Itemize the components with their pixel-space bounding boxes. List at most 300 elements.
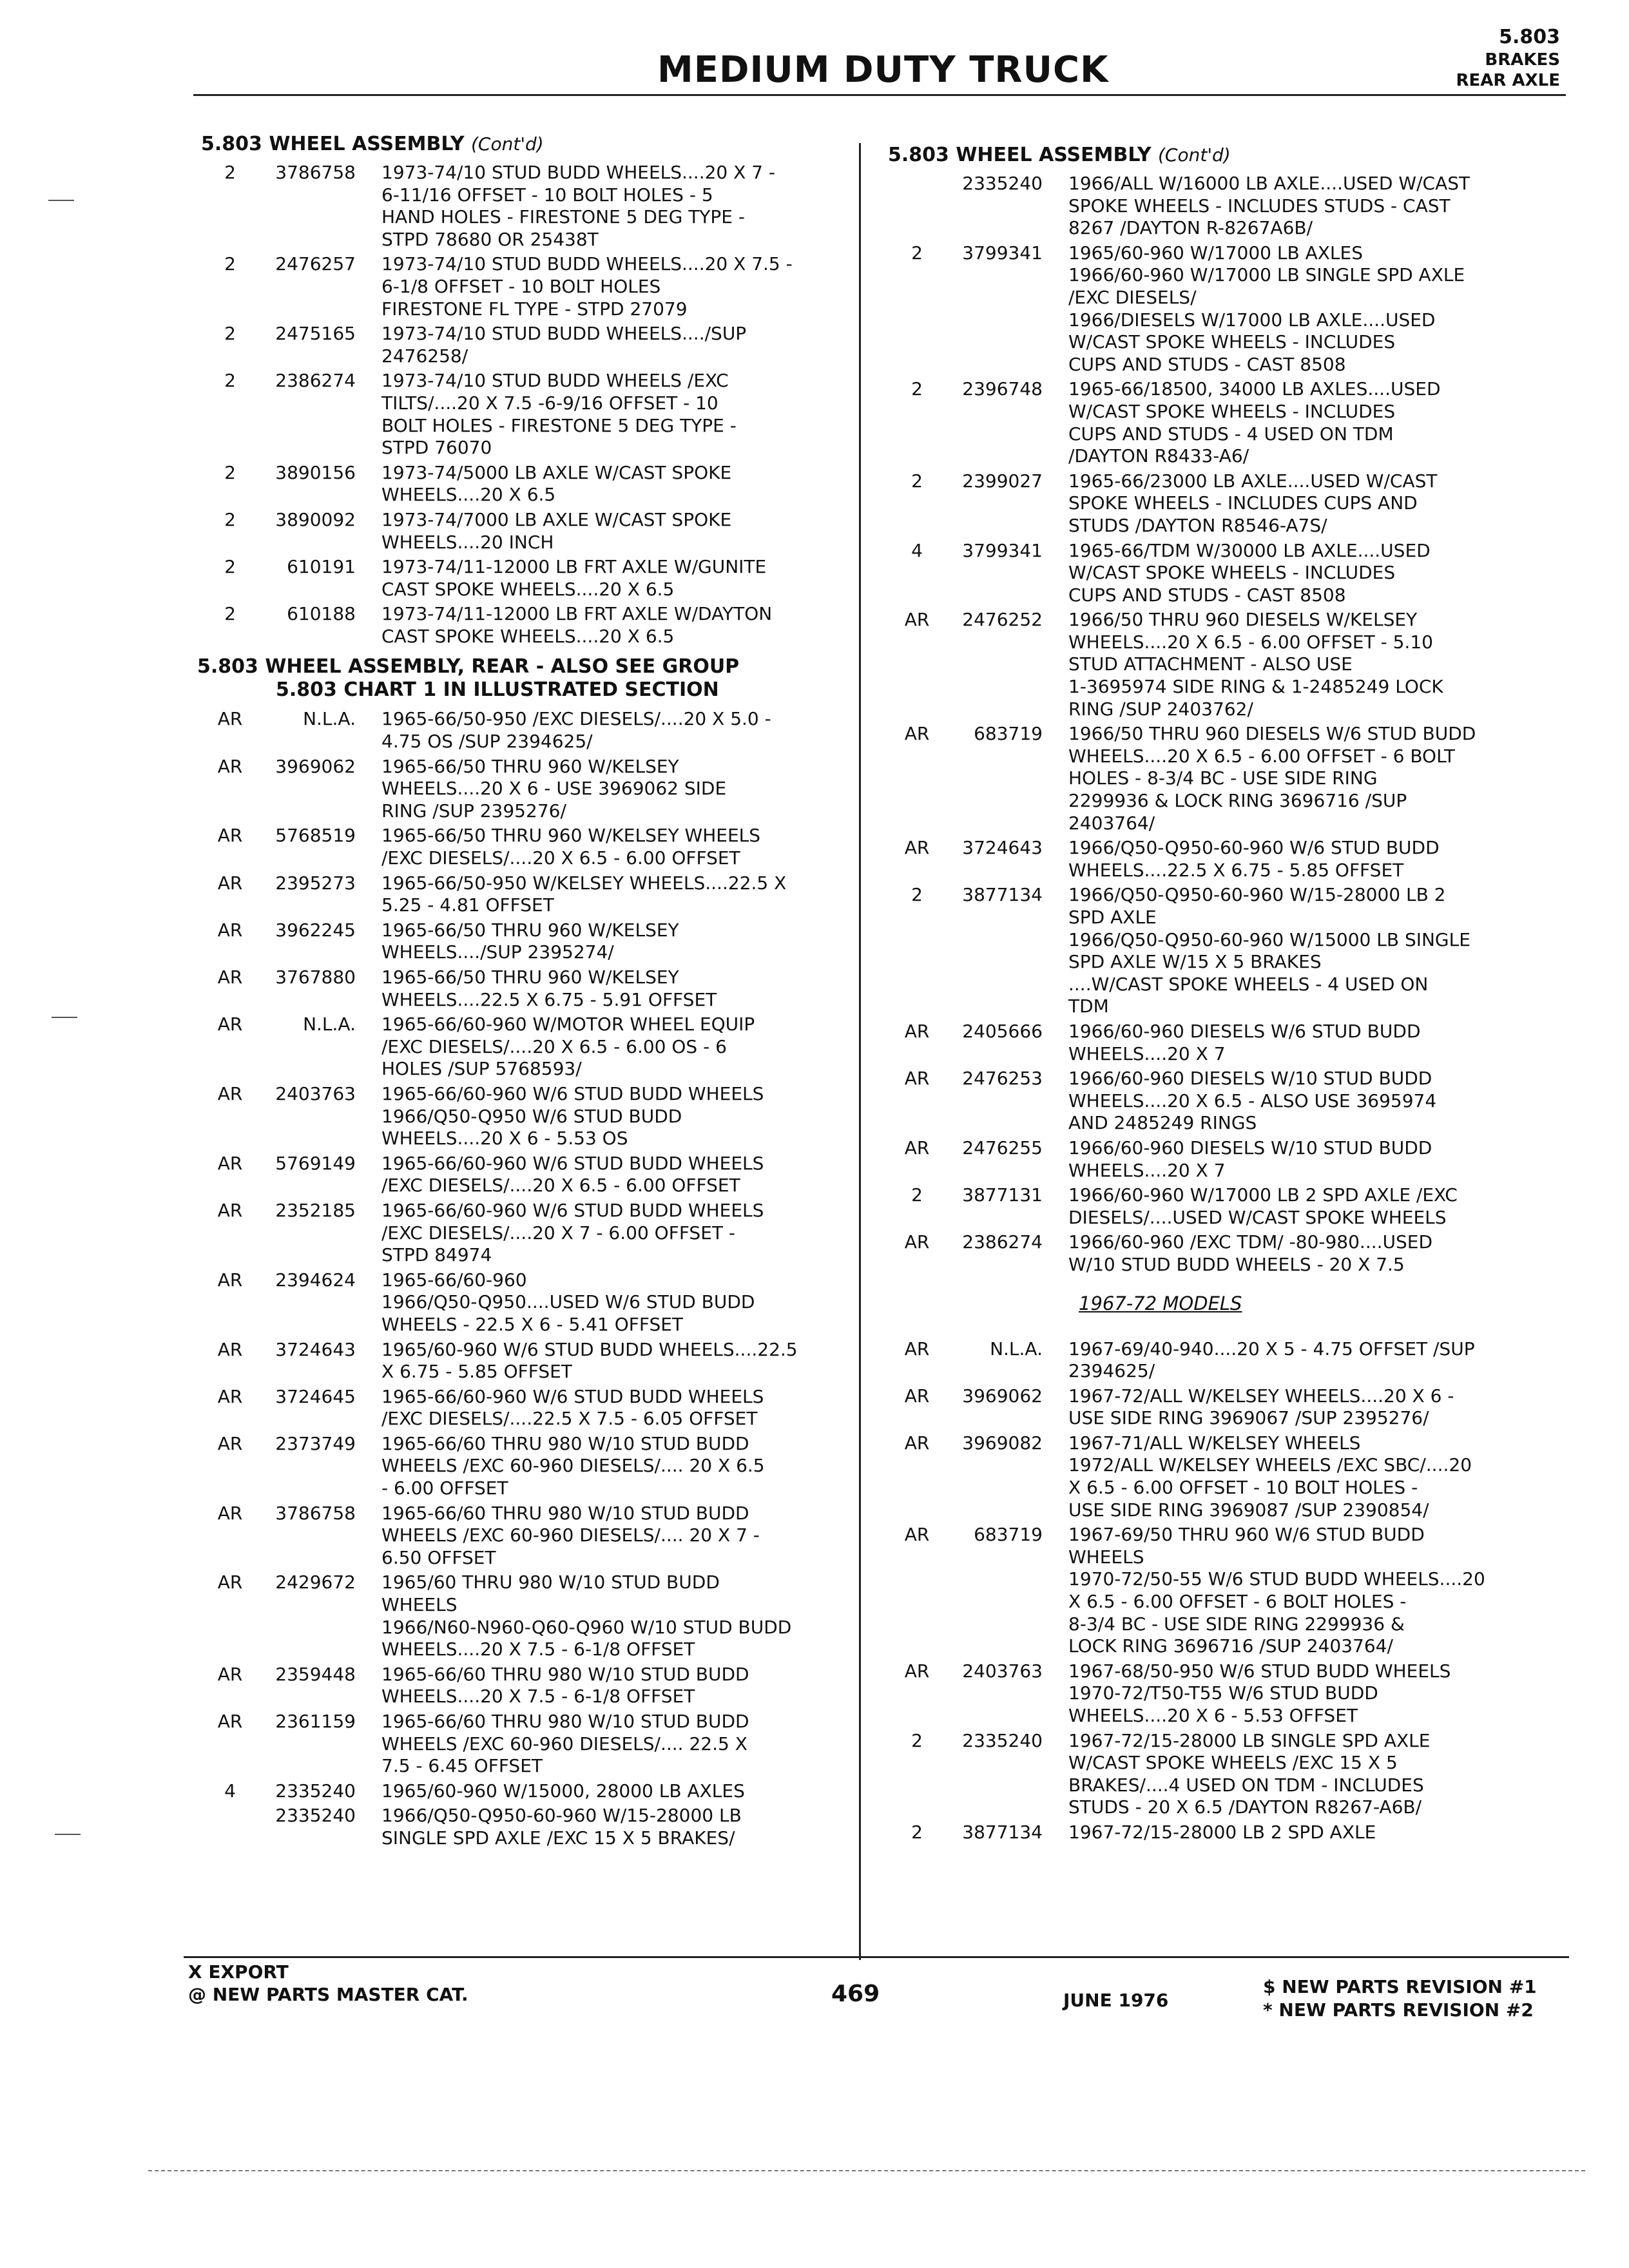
part-entry bbox=[201, 1433, 858, 1500]
part-description bbox=[1068, 173, 1519, 240]
quantity: 2 bbox=[224, 323, 236, 345]
part-number: 3890092 bbox=[275, 508, 356, 530]
description-line: WHEELS....20 X 6 - 5.53 OS bbox=[381, 1128, 628, 1149]
part-description bbox=[381, 1805, 833, 1849]
part-entry bbox=[201, 556, 858, 601]
quantity: 2 bbox=[911, 378, 923, 400]
parts-list bbox=[201, 708, 858, 1849]
part-number: N.L.A. bbox=[303, 1014, 356, 1035]
part-entry bbox=[888, 540, 1545, 607]
part-entry bbox=[201, 756, 858, 823]
description-line: 1966/50 THRU 960 DIESELS W/KELSEY bbox=[1068, 609, 1418, 631]
catalog-title: MEDIUM DUTY TRUCK bbox=[657, 49, 1109, 91]
description-line: SPD AXLE bbox=[1068, 907, 1157, 928]
description-line: W/CAST SPOKE WHEELS - INCLUDES bbox=[1068, 331, 1396, 353]
description-line: WHEELS bbox=[381, 1594, 458, 1616]
left-column-heading bbox=[201, 132, 858, 157]
description-line: WHEELS..../SUP 2395274/ bbox=[381, 941, 614, 963]
part-description bbox=[381, 370, 833, 459]
description-line: 7.5 - 6.45 OFFSET bbox=[381, 1755, 543, 1777]
description-line: /EXC DIESELS/....20 X 6.5 - 6.00 OFFSET bbox=[381, 847, 740, 869]
part-description bbox=[381, 603, 833, 648]
description-line: X 6.5 - 6.00 OFFSET - 6 BOLT HOLES - bbox=[1068, 1591, 1407, 1613]
description-line: WHEELS....20 X 6 - 5.53 OFFSET bbox=[1068, 1705, 1358, 1726]
part-entry bbox=[888, 1432, 1545, 1521]
part-description bbox=[381, 1386, 833, 1430]
description-line: 1965-66/50 THRU 960 W/KELSEY bbox=[381, 755, 679, 777]
quantity: 2 bbox=[224, 461, 236, 483]
parts-list bbox=[888, 1338, 1545, 1844]
quantity: AR bbox=[904, 723, 930, 745]
description-line: LOCK RING 3696716 /SUP 2403764/ bbox=[1068, 1635, 1393, 1657]
part-description bbox=[381, 708, 833, 753]
export-note: X EXPORT bbox=[188, 1961, 289, 1983]
part-entry bbox=[201, 1711, 858, 1778]
part-entry bbox=[888, 884, 1545, 1018]
part-entry bbox=[201, 825, 858, 869]
description-line: 1965-66/50-950 /EXC DIESELS/....20 X 5.0 - bbox=[381, 708, 771, 730]
description-line: 1967-72/15-28000 LB 2 SPD AXLE bbox=[1068, 1821, 1376, 1843]
part-description bbox=[1068, 723, 1519, 834]
quantity: AR bbox=[217, 1152, 243, 1174]
part-entry bbox=[201, 509, 858, 553]
part-entry bbox=[201, 253, 858, 320]
part-number: 3969062 bbox=[962, 1385, 1043, 1407]
quantity: AR bbox=[904, 1385, 930, 1407]
part-entry bbox=[201, 919, 858, 964]
description-line: WHEELS....20 INCH bbox=[381, 531, 554, 553]
part-description bbox=[381, 1269, 833, 1336]
part-entry bbox=[888, 609, 1545, 720]
part-description bbox=[381, 872, 833, 917]
part-description bbox=[381, 1083, 833, 1150]
description-line: 2476258/ bbox=[381, 345, 468, 367]
description-line: 1967-72/ALL W/KELSEY WHEELS....20 X 6 - bbox=[1068, 1385, 1454, 1407]
description-line: WHEELS....22.5 X 6.75 - 5.85 OFFSET bbox=[1068, 859, 1404, 881]
description-line: 1970-72/T50-T55 W/6 STUD BUDD bbox=[1068, 1682, 1378, 1704]
description-line: 1967-69/40-940....20 X 5 - 4.75 OFFSET /SUP bbox=[1068, 1338, 1475, 1360]
part-description bbox=[1068, 609, 1519, 720]
part-number: 3877134 bbox=[962, 884, 1043, 906]
description-line: 1966/Q50-Q950....USED W/6 STUD BUDD bbox=[381, 1291, 755, 1313]
description-line: AND 2485249 RINGS bbox=[1068, 1112, 1257, 1134]
description-line: 1965-66/23000 LB AXLE....USED W/CAST bbox=[1068, 470, 1438, 492]
part-description bbox=[381, 919, 833, 964]
description-line: 1965-66/60 THRU 980 W/10 STUD BUDD bbox=[381, 1432, 749, 1454]
part-description bbox=[381, 1339, 833, 1383]
description-line: USE SIDE RING 3969087 /SUP 2390854/ bbox=[1068, 1499, 1429, 1521]
part-number: 2396748 bbox=[962, 378, 1043, 400]
description-line: CUPS AND STUDS - 4 USED ON TDM bbox=[1068, 423, 1394, 445]
part-description bbox=[381, 462, 833, 506]
description-line: 1965-66/60 THRU 980 W/10 STUD BUDD bbox=[381, 1711, 749, 1732]
description-line: 1967-71/ALL W/KELSEY WHEELS bbox=[1068, 1432, 1361, 1454]
part-description bbox=[1068, 1821, 1519, 1844]
part-description bbox=[1068, 837, 1519, 881]
part-entry bbox=[201, 708, 858, 753]
description-line: 1973-74/11-12000 LB FRT AXLE W/DAYTON bbox=[381, 603, 773, 625]
description-line: 1966/Q50-Q950-60-960 W/15-28000 LB bbox=[381, 1805, 742, 1827]
heading-text: 5.803 WHEEL ASSEMBLY bbox=[888, 144, 1152, 166]
description-line: 2299936 & LOCK RING 3696716 /SUP bbox=[1068, 790, 1407, 812]
description-line: 1965-66/60-960 W/6 STUD BUDD WHEELS bbox=[381, 1385, 764, 1407]
description-line: TDM bbox=[1068, 995, 1109, 1017]
description-line: 1965-66/50 THRU 960 W/KELSEY WHEELS bbox=[381, 825, 761, 847]
part-number: 3890156 bbox=[275, 461, 356, 483]
part-number: 2359448 bbox=[275, 1663, 356, 1685]
quantity: AR bbox=[217, 708, 243, 730]
part-number: 2335240 bbox=[275, 1780, 356, 1802]
quantity: AR bbox=[217, 1199, 243, 1221]
part-description bbox=[381, 1014, 833, 1081]
description-line: 1966/Q50-Q950-60-960 W/6 STUD BUDD bbox=[1068, 837, 1440, 859]
revision-note-1: $ NEW PARTS REVISION #1 bbox=[1263, 1976, 1537, 1997]
description-line: 1965-66/TDM W/30000 LB AXLE....USED bbox=[1068, 539, 1431, 561]
quantity: AR bbox=[904, 1137, 930, 1158]
description-line: 1966/60-960 DIESELS W/10 STUD BUDD bbox=[1068, 1068, 1432, 1090]
models-subheading: 1967-72 MODELS bbox=[1079, 1292, 1242, 1314]
description-line: X 6.5 - 6.00 OFFSET - 10 BOLT HOLES - bbox=[1068, 1477, 1418, 1499]
part-description bbox=[381, 825, 833, 869]
part-description bbox=[1068, 378, 1519, 467]
quantity: AR bbox=[904, 1020, 930, 1042]
part-description bbox=[381, 756, 833, 823]
description-line: - 6.00 OFFSET bbox=[381, 1477, 508, 1499]
part-number: 2405666 bbox=[962, 1020, 1043, 1042]
part-number: 3786758 bbox=[275, 162, 356, 183]
part-entry bbox=[201, 1386, 858, 1430]
description-line: WHEELS /EXC 60-960 DIESELS/.... 20 X 6.5 bbox=[381, 1455, 765, 1477]
description-line: WHEELS....20 X 7 bbox=[1068, 1043, 1226, 1064]
quantity: 4 bbox=[911, 539, 923, 561]
description-line: 1967-72/15-28000 LB SINGLE SPD AXLE bbox=[1068, 1729, 1431, 1751]
header-rule bbox=[193, 94, 1566, 96]
description-line: SPOKE WHEELS - INCLUDES CUPS AND bbox=[1068, 492, 1418, 514]
description-line: 1973-74/10 STUD BUDD WHEELS....20 X 7.5 - bbox=[381, 253, 793, 275]
part-number: 2399027 bbox=[962, 470, 1043, 492]
column-divider bbox=[859, 143, 861, 1960]
quantity: AR bbox=[217, 1082, 243, 1104]
part-entry bbox=[888, 1821, 1545, 1844]
part-description bbox=[381, 1571, 833, 1660]
right-column bbox=[888, 143, 1545, 1847]
margin-tick bbox=[48, 200, 74, 201]
description-line: /EXC DIESELS/....20 X 6.5 - 6.00 OFFSET bbox=[381, 1175, 740, 1196]
quantity: AR bbox=[217, 1502, 243, 1524]
part-entry bbox=[201, 603, 858, 648]
part-entry bbox=[201, 162, 858, 251]
footer-rule bbox=[184, 1956, 1569, 1958]
part-number: 3724643 bbox=[275, 1338, 356, 1360]
description-line: STPD 78680 OR 25438T bbox=[381, 228, 599, 250]
quantity: 2 bbox=[224, 162, 236, 183]
description-line: CAST SPOKE WHEELS....20 X 6.5 bbox=[381, 578, 675, 600]
part-entry bbox=[201, 1269, 858, 1336]
description-line: 1966/ALL W/16000 LB AXLE....USED W/CAST bbox=[1068, 173, 1470, 194]
quantity: AR bbox=[217, 919, 243, 941]
part-number: 5768519 bbox=[275, 825, 356, 847]
quantity: 2 bbox=[911, 1729, 923, 1751]
quantity: AR bbox=[217, 966, 243, 988]
description-line: 1973-74/10 STUD BUDD WHEELS....20 X 7 - bbox=[381, 162, 776, 183]
quantity: AR bbox=[904, 1338, 930, 1360]
part-description bbox=[381, 162, 833, 251]
description-line: STPD 84974 bbox=[381, 1244, 492, 1266]
page-code: 5.803 bbox=[1499, 26, 1560, 48]
part-description bbox=[381, 1503, 833, 1570]
part-description bbox=[1068, 1338, 1519, 1383]
scan-edge-line bbox=[148, 2170, 1585, 2171]
part-description bbox=[1068, 1660, 1519, 1727]
description-line: 1966/Q50-Q950-60-960 W/15000 LB SINGLE bbox=[1068, 928, 1470, 950]
part-entry bbox=[201, 966, 858, 1011]
part-number: 610188 bbox=[287, 603, 356, 625]
description-line: WHEELS - 22.5 X 6 - 5.41 OFFSET bbox=[381, 1313, 684, 1335]
part-number: 3724645 bbox=[275, 1385, 356, 1407]
quantity: 2 bbox=[911, 470, 923, 492]
description-line: WHEELS /EXC 60-960 DIESELS/.... 22.5 X bbox=[381, 1733, 747, 1754]
part-number: 2476253 bbox=[962, 1068, 1043, 1090]
description-line: 1973-74/7000 LB AXLE W/CAST SPOKE bbox=[381, 508, 732, 530]
part-number: 3799341 bbox=[962, 242, 1043, 264]
quantity: 2 bbox=[224, 603, 236, 625]
part-entry bbox=[888, 470, 1545, 537]
part-entry bbox=[201, 1200, 858, 1267]
quantity: 2 bbox=[224, 370, 236, 392]
quantity: 2 bbox=[911, 1184, 923, 1206]
part-number: 610191 bbox=[287, 556, 356, 578]
quantity: AR bbox=[904, 1660, 930, 1682]
description-line: STUDS /DAYTON R8546-A7S/ bbox=[1068, 514, 1327, 536]
description-line: STPD 76070 bbox=[381, 437, 492, 459]
description-line: WHEELS....20 X 6.5 - 6.00 OFFSET - 6 BOLT bbox=[1068, 745, 1455, 767]
description-line: WHEELS....20 X 6.5 - 6.00 OFFSET - 5.10 bbox=[1068, 631, 1433, 653]
part-entry bbox=[888, 1660, 1545, 1727]
part-entry bbox=[201, 872, 858, 917]
description-line: STUD ATTACHMENT - ALSO USE bbox=[1068, 653, 1353, 675]
part-description bbox=[381, 253, 833, 320]
section-title: BRAKES bbox=[1485, 50, 1560, 70]
quantity: AR bbox=[217, 1571, 243, 1593]
part-description bbox=[381, 1664, 833, 1708]
description-line: 1970-72/50-55 W/6 STUD BUDD WHEELS....20 bbox=[1068, 1568, 1485, 1590]
part-number: 2386274 bbox=[275, 370, 356, 392]
description-line: SPD AXLE W/15 X 5 BRAKES bbox=[1068, 951, 1322, 973]
part-entry bbox=[888, 242, 1545, 376]
quantity: AR bbox=[904, 1231, 930, 1253]
description-line: 1973-74/5000 LB AXLE W/CAST SPOKE bbox=[381, 461, 732, 483]
part-number: 2395273 bbox=[275, 872, 356, 894]
description-line: 1966/DIESELS W/17000 LB AXLE....USED bbox=[1068, 309, 1436, 331]
description-line: 1965-66/60 THRU 980 W/10 STUD BUDD bbox=[381, 1663, 749, 1685]
description-line: W/10 STUD BUDD WHEELS - 20 X 7.5 bbox=[1068, 1253, 1405, 1275]
description-line: W/CAST SPOKE WHEELS - INCLUDES bbox=[1068, 400, 1396, 422]
quantity: AR bbox=[217, 1663, 243, 1685]
description-line: WHEELS....20 X 7.5 - 6-1/8 OFFSET bbox=[381, 1639, 695, 1660]
parts-list bbox=[201, 162, 858, 648]
part-number: 2476252 bbox=[962, 609, 1043, 631]
margin-tick bbox=[55, 1834, 81, 1835]
description-line: HOLES /SUP 5768593/ bbox=[381, 1058, 582, 1080]
part-number: 5769149 bbox=[275, 1152, 356, 1174]
description-line: HOLES - 8-3/4 BC - USE SIDE RING bbox=[1068, 767, 1378, 789]
revision-note-2: * NEW PARTS REVISION #2 bbox=[1263, 1999, 1534, 2021]
description-line: /EXC DIESELS/ bbox=[1068, 286, 1197, 308]
part-entry bbox=[201, 462, 858, 506]
part-entry bbox=[201, 1805, 858, 1849]
part-number: 3786758 bbox=[275, 1502, 356, 1524]
description-line: 1965/60-960 W/6 STUD BUDD WHEELS....22.5 bbox=[381, 1338, 798, 1360]
part-description bbox=[1068, 1730, 1519, 1819]
quantity: AR bbox=[217, 755, 243, 777]
master-catalog-note: @ NEW PARTS MASTER CAT. bbox=[188, 1984, 468, 2005]
description-line: W/CAST SPOKE WHEELS - INCLUDES bbox=[1068, 562, 1396, 584]
part-description bbox=[1068, 540, 1519, 607]
description-line: 1966/Q50-Q950 W/6 STUD BUDD bbox=[381, 1105, 682, 1127]
description-line: WHEELS....20 X 7 bbox=[1068, 1159, 1226, 1181]
part-entry bbox=[888, 378, 1545, 467]
group-heading-line1: 5.803 WHEEL ASSEMBLY, REAR - ALSO SEE GROUP bbox=[197, 655, 740, 678]
part-entry bbox=[888, 1385, 1545, 1430]
description-line: CUPS AND STUDS - CAST 8508 bbox=[1068, 353, 1346, 375]
part-entry bbox=[888, 1231, 1545, 1276]
description-line: 8-3/4 BC - USE SIDE RING 2299936 & bbox=[1068, 1613, 1405, 1635]
description-line: STUDS - 20 X 6.5 /DAYTON R8267-A6B/ bbox=[1068, 1796, 1422, 1818]
description-line: WHEELS /EXC 60-960 DIESELS/.... 20 X 7 - bbox=[381, 1524, 760, 1546]
part-number: 2386274 bbox=[962, 1231, 1043, 1253]
part-number: 2403763 bbox=[962, 1660, 1043, 1682]
part-description bbox=[1068, 1184, 1519, 1229]
description-line: 1966/60-960 DIESELS W/6 STUD BUDD bbox=[1068, 1020, 1421, 1042]
part-entry bbox=[201, 323, 858, 367]
quantity: 2 bbox=[224, 556, 236, 578]
description-line: 1966/50 THRU 960 DIESELS W/6 STUD BUDD bbox=[1068, 723, 1476, 745]
left-column bbox=[197, 132, 858, 1852]
description-line: WHEELS....20 X 7.5 - 6-1/8 OFFSET bbox=[381, 1686, 695, 1707]
description-line: 1967-68/50-950 W/6 STUD BUDD WHEELS bbox=[1068, 1660, 1451, 1682]
quantity bbox=[888, 173, 946, 240]
description-line: W/CAST SPOKE WHEELS /EXC 15 X 5 bbox=[1068, 1752, 1398, 1774]
description-line: 1973-74/10 STUD BUDD WHEELS..../SUP bbox=[381, 323, 747, 345]
description-line: RING /SUP 2403762/ bbox=[1068, 698, 1253, 720]
description-line: 5.25 - 4.81 OFFSET bbox=[381, 894, 554, 916]
quantity: AR bbox=[904, 609, 930, 631]
description-line: 1966/60-960 DIESELS W/10 STUD BUDD bbox=[1068, 1137, 1432, 1158]
description-line: /DAYTON R8433-A6/ bbox=[1068, 445, 1249, 467]
part-entry bbox=[888, 1730, 1545, 1819]
description-line: FIRESTONE FL TYPE - STPD 27079 bbox=[381, 298, 688, 320]
part-description bbox=[1068, 1231, 1519, 1276]
publication-date: JUNE 1976 bbox=[1063, 1990, 1169, 2011]
part-entry bbox=[201, 1664, 858, 1708]
description-line: WHEELS....20 X 6.5 bbox=[381, 484, 556, 506]
quantity: 2 bbox=[911, 242, 923, 264]
part-number: 3969082 bbox=[962, 1432, 1043, 1454]
part-entry bbox=[201, 1339, 858, 1383]
description-line: 1966/Q50-Q950-60-960 W/15-28000 LB 2 bbox=[1068, 884, 1446, 906]
description-line: 1965-66/50 THRU 960 W/KELSEY bbox=[381, 966, 679, 988]
part-number: 2476257 bbox=[275, 253, 356, 275]
part-number: 2361159 bbox=[275, 1711, 356, 1732]
quantity: AR bbox=[904, 1068, 930, 1090]
description-line: SINGLE SPD AXLE /EXC 15 X 5 BRAKES/ bbox=[381, 1827, 735, 1849]
part-number: 3724643 bbox=[962, 837, 1043, 859]
part-description bbox=[381, 966, 833, 1011]
description-line: X 6.75 - 5.85 OFFSET bbox=[381, 1361, 572, 1383]
description-line: 1965-66/60-960 W/6 STUD BUDD WHEELS bbox=[381, 1082, 764, 1104]
description-line: 1965-66/60-960 bbox=[381, 1269, 527, 1291]
quantity: AR bbox=[217, 1014, 243, 1035]
description-line: 1973-74/10 STUD BUDD WHEELS /EXC bbox=[381, 370, 729, 392]
part-description bbox=[381, 509, 833, 553]
description-line: BRAKES/....4 USED ON TDM - INCLUDES bbox=[1068, 1774, 1424, 1796]
part-number: 3877134 bbox=[962, 1821, 1043, 1843]
part-number: 2475165 bbox=[275, 323, 356, 345]
description-line: 1967-69/50 THRU 960 W/6 STUD BUDD bbox=[1068, 1524, 1425, 1546]
description-line: 1965-66/60 THRU 980 W/10 STUD BUDD bbox=[381, 1502, 749, 1524]
part-description bbox=[381, 323, 833, 367]
heading-suffix: (Cont'd) bbox=[1158, 144, 1231, 166]
quantity: AR bbox=[217, 825, 243, 847]
part-description bbox=[381, 556, 833, 601]
description-line: BOLT HOLES - FIRESTONE 5 DEG TYPE - bbox=[381, 414, 737, 436]
quantity: 2 bbox=[911, 1821, 923, 1843]
part-entry bbox=[888, 1021, 1545, 1065]
quantity bbox=[201, 1805, 259, 1849]
description-line: 2403764/ bbox=[1068, 812, 1155, 834]
description-line: 1972/ALL W/KELSEY WHEELS /EXC SBC/....20 bbox=[1068, 1454, 1472, 1476]
quantity: 4 bbox=[224, 1780, 236, 1802]
part-entry bbox=[201, 1780, 858, 1803]
parts-list bbox=[888, 173, 1545, 1276]
part-description bbox=[1068, 1385, 1519, 1430]
part-entry bbox=[201, 1083, 858, 1150]
description-line: 1965/60 THRU 980 W/10 STUD BUDD bbox=[381, 1571, 720, 1593]
part-number: 2352185 bbox=[275, 1199, 356, 1221]
description-line: 2394625/ bbox=[1068, 1360, 1155, 1382]
part-number: 3969062 bbox=[275, 755, 356, 777]
quantity: AR bbox=[217, 1432, 243, 1454]
part-description bbox=[1068, 1524, 1519, 1658]
part-number: N.L.A. bbox=[990, 1338, 1043, 1360]
part-entry bbox=[888, 1184, 1545, 1229]
part-number: 2335240 bbox=[962, 173, 1043, 194]
margin-tick bbox=[52, 1017, 77, 1018]
part-entry bbox=[201, 1014, 858, 1081]
part-description bbox=[1068, 1432, 1519, 1521]
description-line: 1965/60-960 W/17000 LB AXLES bbox=[1068, 242, 1363, 264]
description-line: WHEELS bbox=[1068, 1546, 1144, 1568]
right-column-heading bbox=[888, 143, 1545, 168]
description-line: 1966/60-960 /EXC TDM/ -80-980....USED bbox=[1068, 1231, 1433, 1253]
description-line: /EXC DIESELS/....20 X 7 - 6.00 OFFSET - bbox=[381, 1222, 736, 1244]
part-number: 3877131 bbox=[962, 1184, 1043, 1206]
part-entry bbox=[888, 1524, 1545, 1658]
quantity: AR bbox=[217, 1269, 243, 1291]
description-line: 1965-66/50-950 W/KELSEY WHEELS....22.5 X bbox=[381, 872, 787, 894]
part-description bbox=[1068, 884, 1519, 1018]
part-number: 2476255 bbox=[962, 1137, 1043, 1158]
description-line: RING /SUP 2395276/ bbox=[381, 800, 566, 822]
quantity: 2 bbox=[224, 253, 236, 275]
description-line: WHEELS....20 X 6 - USE 3969062 SIDE bbox=[381, 778, 727, 800]
part-entry bbox=[888, 723, 1545, 834]
group-heading bbox=[197, 655, 858, 702]
description-line: DIESELS/....USED W/CAST SPOKE WHEELS bbox=[1068, 1206, 1447, 1228]
description-line: 1965-66/50 THRU 960 W/KELSEY bbox=[381, 919, 679, 941]
heading-text: 5.803 WHEEL ASSEMBLY bbox=[201, 133, 465, 155]
description-line: 6-11/16 OFFSET - 10 BOLT HOLES - 5 bbox=[381, 184, 713, 206]
